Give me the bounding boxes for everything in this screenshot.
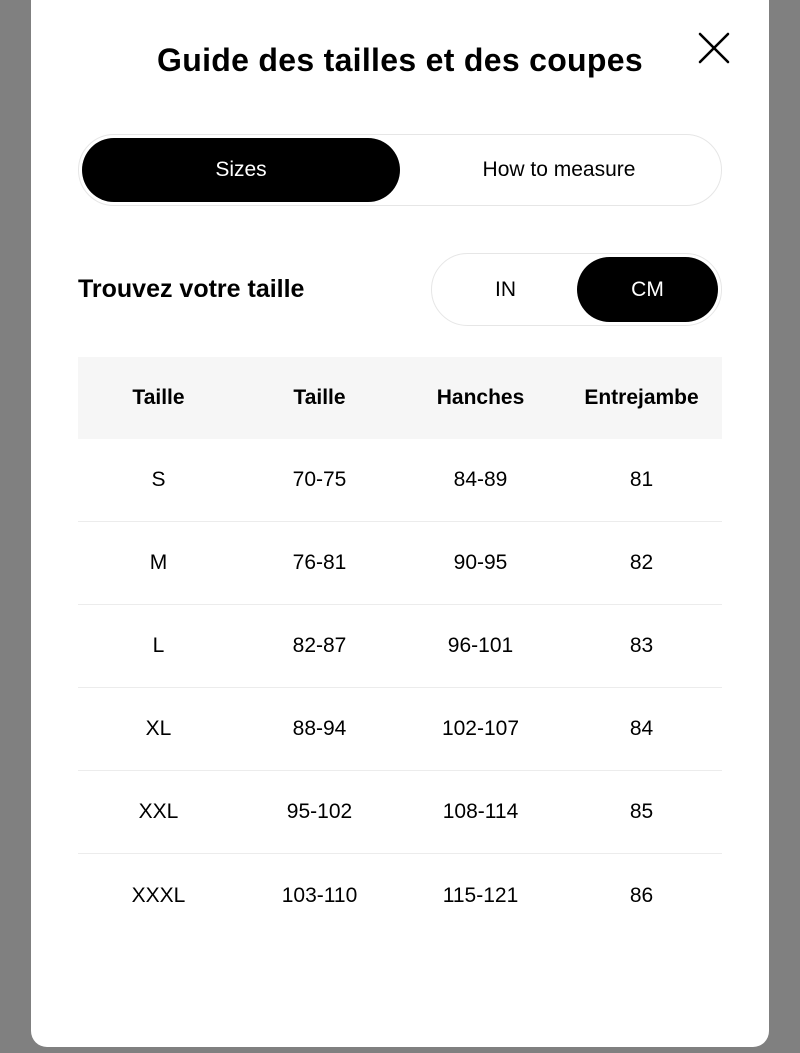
table-cell: 76-81 [292,551,347,574]
table-cell: 70-75 [292,468,347,491]
table-row [78,854,722,937]
table-row [78,522,722,605]
column-header: Hanches [436,386,525,409]
table-cell: 82-87 [292,634,347,657]
table-cell: 108-114 [442,800,519,823]
modal-title: Guide des tailles et des coupes [157,42,643,78]
table-cell: 95-102 [286,800,353,823]
close-button[interactable] [694,28,734,68]
table-cell: L [152,634,165,657]
table-cell: 85 [629,800,654,823]
table-cell: 103-110 [281,883,358,907]
table-cell: S [151,468,166,491]
table-cell: XXXL [131,883,186,907]
tab-switcher [78,134,722,206]
table-row [78,688,722,771]
unit-toggle [431,253,722,326]
table-row [78,771,722,854]
column-header: Taille [132,386,185,409]
table-cell: 82 [629,551,654,574]
table-header [78,357,722,439]
table-cell: XXL [138,800,179,823]
table-cell: 81 [629,468,654,491]
table-cell: 90-95 [453,551,508,574]
find-size-label: Trouvez votre taille [78,275,305,303]
size-table [78,357,722,937]
table-cell: 84-89 [453,468,508,491]
table-cell: 96-101 [447,634,514,657]
unit-cm-button[interactable]: CM [577,257,718,322]
close-icon [694,28,734,68]
table-cell: 83 [629,634,654,657]
tab-how-to-measure[interactable]: How to measure [482,158,636,181]
table-row [78,439,722,522]
tab-sizes[interactable]: Sizes [82,138,400,202]
table-cell: XL [145,717,172,740]
table-cell: 115-121 [442,883,519,907]
unit-in-button[interactable]: IN [495,277,516,301]
table-cell: 88-94 [292,717,347,740]
column-header: Taille [293,386,346,409]
table-cell: 86 [629,883,654,907]
table-cell: 102-107 [441,717,520,740]
table-row [78,605,722,688]
table-cell: 84 [629,717,654,740]
table-cell: M [149,551,168,574]
column-header: Entrejambe [584,386,699,409]
